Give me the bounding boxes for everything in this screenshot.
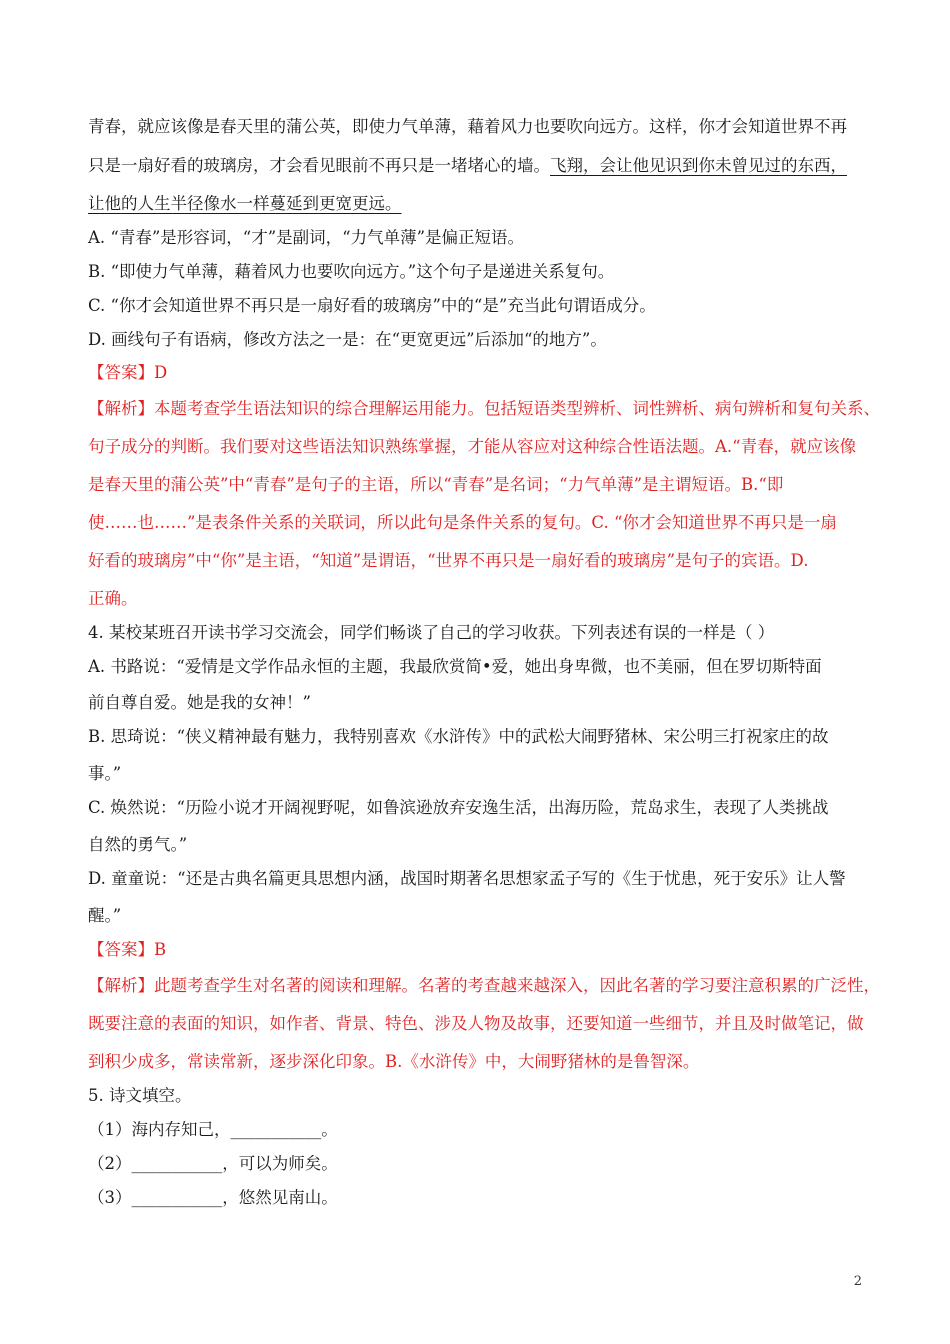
q3-option-b: B. “即使力气单薄，藉着风力也要吹向远方。”这个句子是递进关系复句。 bbox=[88, 262, 615, 281]
q4-analysis-line-2: 既要注意的表面的知识，如作者、背景、特色、涉及人物及故事，还要知道一些细节，并且及时做笔记，做 bbox=[88, 1014, 864, 1033]
q3-analysis-line-5: 好看的玻璃房”中“你”是主语，“知道”是谓语，“世界不再只是一扇好看的玻璃房”是句子的宾语。D. bbox=[88, 551, 809, 570]
q4-option-c-line-1: C. 焕然说：“历险小说才开阔视野呢，如鲁滨逊放弃安逸生活，出海历险，荒岛求生，表现了人类挑战 bbox=[88, 798, 829, 817]
q4-option-b-line-1: B. 思琦说：“侠义精神最有魅力，我特别喜欢《水浒传》中的武松大闹野猪林、宋公明三打祝家庄的故 bbox=[88, 727, 829, 746]
q3-analysis-line-2: 句子成分的判断。我们要对这些语法知识熟练掌握，才能从容应对这种综合性语法题。A.“青春，就应该像 bbox=[88, 437, 857, 456]
q4-answer: 【答案】B bbox=[88, 940, 167, 959]
q4-option-d-line-1: D. 童童说：“还是古典名篇更具思想内涵，战国时期著名思想家孟子写的《生于忧患，死于安乐》让人警 bbox=[88, 869, 846, 888]
passage-line-2-plain: 只是一扇好看的玻璃房，才会看见眼前不再只是一堵堵心的墙。 bbox=[88, 156, 550, 175]
q3-analysis-line-3: 是春天里的蒲公英”中“青春”是句子的主语，所以“青春”是名词；“力气单薄”是主谓短语。B.“即 bbox=[88, 475, 784, 494]
q4-option-d-line-2: 醒。” bbox=[88, 906, 122, 925]
q5-item-1: （1）海内存知己，___________。 bbox=[88, 1120, 338, 1139]
q3-option-d: D. 画线句子有语病，修改方法之一是：在“更宽更远”后添加“的地方”。 bbox=[88, 330, 607, 349]
passage-line-2 bbox=[88, 155, 847, 177]
q3-analysis-line-4: 使……也……”是表条件关系的关联词，所以此句是条件关系的复句。C. “你才会知道世界不再只是一扇 bbox=[88, 513, 837, 532]
passage-line-1: 青春，就应该像是春天里的蒲公英，即使力气单薄，藉着风力也要吹向远方。这样，你才会知道世界不再 bbox=[88, 117, 847, 136]
q4-option-b-line-2: 事。” bbox=[88, 764, 122, 783]
q3-option-c: C. “你才会知道世界不再只是一扇好看的玻璃房”中的“是”充当此句谓语成分。 bbox=[88, 296, 656, 315]
q3-analysis-line-6: 正确。 bbox=[88, 589, 138, 608]
q3-answer: 【答案】D bbox=[88, 363, 168, 382]
q4-stem: 4. 某校某班召开读书学习交流会，同学们畅谈了自己的学习收获。下列表述有误的一样是（ ） bbox=[88, 623, 775, 642]
underlined-sentence-part-2: 让他的人生半径像水一样蔓延到更宽更远。 bbox=[88, 194, 402, 213]
q4-option-a-line-2: 前自尊自爱。她是我的女神！” bbox=[88, 693, 311, 712]
q4-option-a-line-1: A. 书路说：“爱情是文学作品永恒的主题，我最欣赏简•爱，她出身卑微，也不美丽，但在罗切斯特面 bbox=[88, 657, 822, 676]
q5-item-2: （2）___________，可以为师矣。 bbox=[88, 1154, 338, 1173]
q5-stem: 5. 诗文填空。 bbox=[88, 1086, 192, 1105]
page-number: 2 bbox=[853, 1274, 862, 1289]
underlined-sentence-part-1: 飞翔，会让他见识到你未曾见过的东西， bbox=[550, 156, 847, 175]
q4-analysis-line-3: 到积少成多，常读常新，逐步深化印象。B.《水浒传》中，大闹野猪林的是鲁智深。 bbox=[88, 1052, 700, 1071]
q4-option-c-line-2: 自然的勇气。” bbox=[88, 835, 188, 854]
q3-analysis-line-1: 【解析】本题考查学生语法知识的综合理解运用能力。包括短语类型辨析、词性辨析、病句辨析和复句关系、 bbox=[88, 399, 880, 418]
q5-item-3: （3）___________，悠然见南山。 bbox=[88, 1188, 338, 1207]
q3-option-a: A. “青春”是形容词，“才”是副词，“力气单薄”是偏正短语。 bbox=[88, 228, 525, 247]
q4-analysis-line-1: 【解析】此题考查学生对名著的阅读和理解。名著的考查越来越深入，因此名著的学习要注意积累的广泛性， bbox=[88, 976, 880, 995]
